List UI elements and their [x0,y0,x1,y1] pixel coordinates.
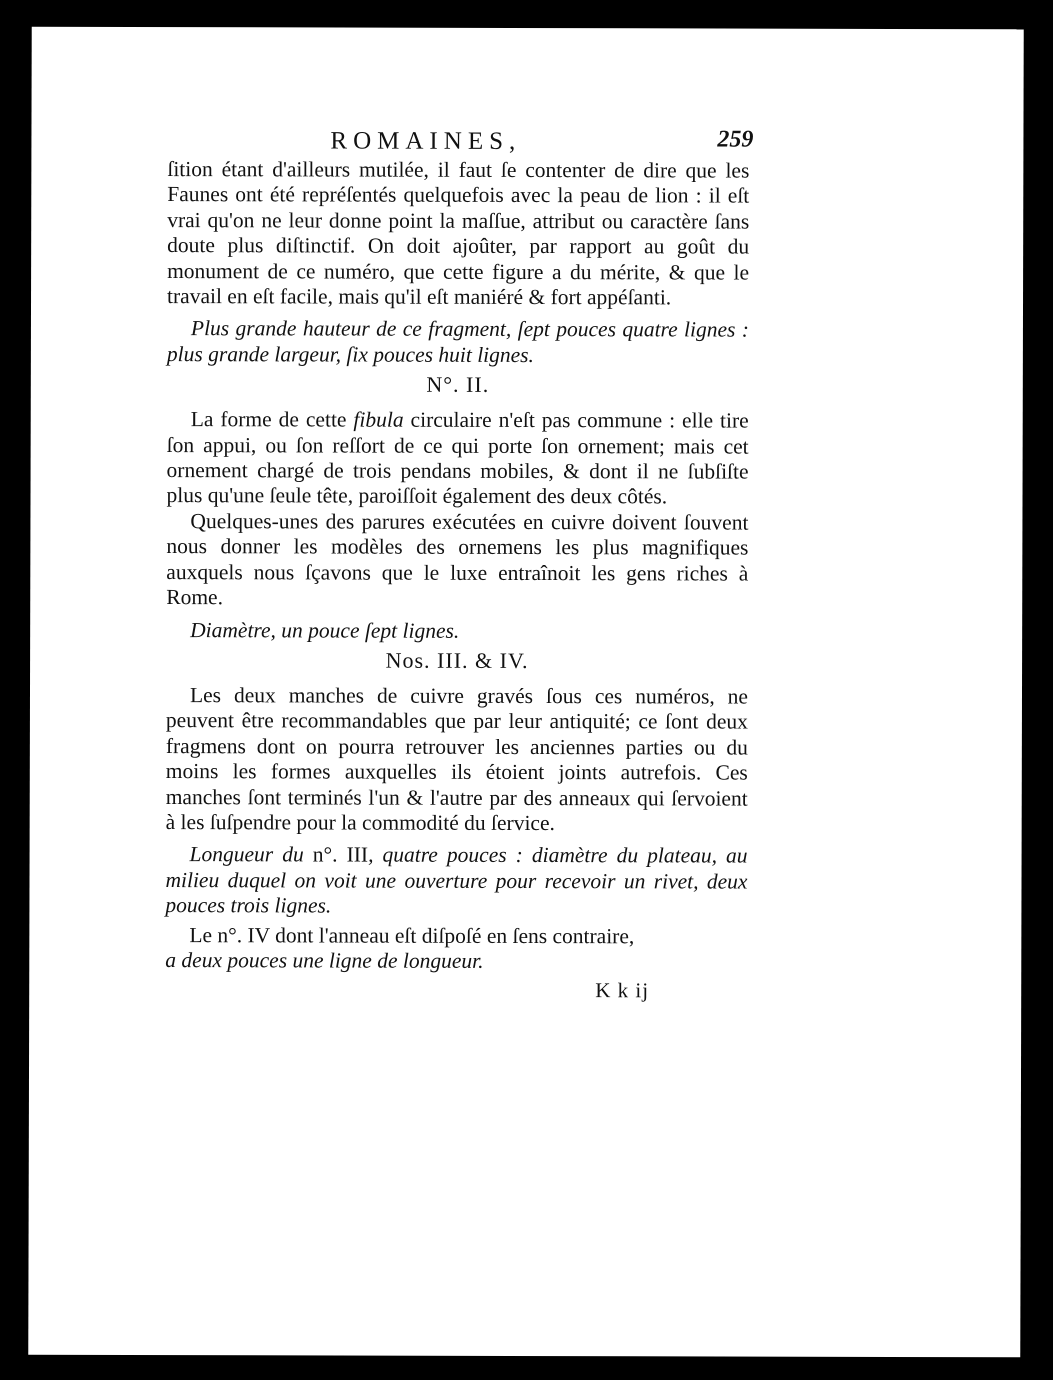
measurement-diameter: Diamètre, un pouce ſept lignes. [190,617,460,643]
section-heading-3-4: Nos. III. & IV. [385,647,529,673]
paragraph-parures: Quelques-unes des parures exécutées en cuivre doivent ſouvent nous donner les modèles des ornemens les plus magnifiques auxquels nous ſçavons que le luxe entraînoit les gens riches à Rome. [166,508,749,610]
measurement-no4: a deux pouces une ligne de longueur. [165,948,484,973]
paragraph-fibula [166,407,748,510]
measurement-no3-a: Longueur du [189,842,313,867]
fibula-text-after: circulaire n'eſt pas commune : elle tire ſon appui, ou ſon reſſort de ce qui porte ſon ornement; mais cet ornement chargé de trois pendans mobiles, & dont il ne ſubſiſte plus qu'une ſeule tête, paroiſſoit également des deux côtés. [166,407,749,509]
paragraph-manches: Les deux manches de cuivre gravés ſous ces numéros, ne peuvent être recommandables que par leur antiquité; ce ſont deux fragmens dont on pourra retrouver les anciennes parties ou du moins les formes auxquelles ils étoient joints autrefois. Ces manches ſont terminés l'un & l'autre par des anneaux qui ſervoient à les ſuſpendre pour la commodité du ſervice. [165,683,749,836]
page-content [165,123,754,1004]
fibula-term: fibula [353,407,404,432]
page-number: 259 [717,126,754,153]
measurement-no3 [165,842,747,920]
measurement-no3-ref: n°. III [312,842,369,867]
running-header [167,123,754,159]
paragraph-no4: Le n°. IV dont l'anneau eſt diſpoſé en ſens contraire, [189,922,635,948]
measurement-no3-c: , quatre pouces : diamètre du plateau, au milieu duquel on voit une ouverture pour recevoir un rivet, deux pouces trois lignes. [165,842,748,918]
book-page [28,27,1023,1358]
measurement-fragment: Plus grande hauteur de ce fragment, ſept pouces quatre lignes : plus grande largeur, ſix pouces huit lignes. [166,316,749,367]
signature-mark: K k ij [595,978,650,1003]
paragraph-faun: ſition étant d'ailleurs mutilée, il faut ſe contenter de dire que les Faunes ont été repréſentés quelquefois avec la peau de lion : il eſt vrai qu'on ne leur donne point la maſſue, attribut ou caractère ſans doute plus diſtinctif. On doit ajoûter, par rapport au goût du monument de ce numéro, que cette figure a du mérite, & que le travail en eſt facile, mais qu'il eſt maniéré & fort appéſanti. [167,157,750,310]
running-title: ROMAINES, [330,127,522,155]
fibula-text-before: La forme de cette [190,407,354,432]
section-heading-2: N°. II. [426,371,490,398]
